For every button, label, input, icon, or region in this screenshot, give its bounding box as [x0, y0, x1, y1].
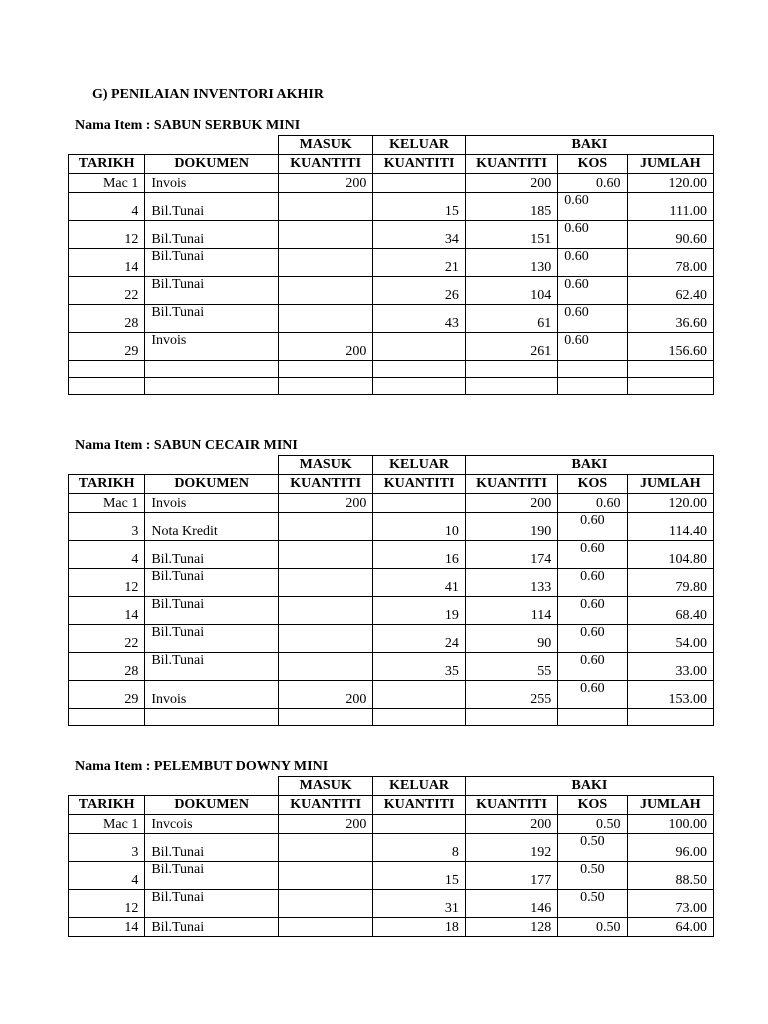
kos-cell: 0.50 — [558, 862, 627, 890]
keluar-qty-cell: 19 — [373, 597, 465, 625]
masuk-qty-cell: 200 — [278, 333, 372, 361]
baki-qty-cell: 200 — [465, 815, 557, 834]
dokumen-cell: Bil.Tunai — [145, 862, 279, 890]
jumlah-cell: 62.40 — [627, 277, 713, 305]
keluar-qty-cell: 41 — [373, 569, 465, 597]
masuk-qty-cell — [278, 918, 372, 937]
table-row — [69, 862, 714, 890]
blank-cell — [278, 709, 372, 726]
blank-cell — [627, 361, 713, 378]
tarikh-cell: 22 — [69, 277, 145, 305]
masuk-qty-cell — [278, 597, 372, 625]
blank-cell — [145, 378, 279, 395]
header-jumlah: JUMLAH — [627, 155, 713, 174]
baki-qty-cell: 130 — [465, 249, 557, 277]
section-title-serbuk: Nama Item : SABUN SERBUK MINI — [75, 118, 301, 133]
blank-cell — [373, 378, 465, 395]
masuk-qty-cell: 200 — [278, 494, 372, 513]
jumlah-cell: 36.60 — [627, 305, 713, 333]
masuk-qty-cell — [278, 569, 372, 597]
section-title-cecair: Nama Item : SABUN CECAIR MINI — [75, 438, 298, 453]
tarikh-cell: 29 — [69, 681, 145, 709]
header-keluar: KELUAR — [373, 777, 465, 796]
table-row — [69, 541, 714, 569]
tarikh-cell: 22 — [69, 625, 145, 653]
tarikh-cell: 14 — [69, 597, 145, 625]
tarikh-cell: 4 — [69, 862, 145, 890]
table-row — [69, 174, 714, 193]
baki-qty-cell: 114 — [465, 597, 557, 625]
blank-cell — [373, 709, 465, 726]
kos-cell: 0.60 — [558, 681, 627, 709]
dokumen-cell: Bil.Tunai — [145, 249, 279, 277]
blank-row — [69, 378, 714, 395]
baki-qty-cell: 146 — [465, 890, 557, 918]
jumlah-cell: 104.80 — [627, 541, 713, 569]
dokumen-cell: Bil.Tunai — [145, 193, 279, 221]
dokumen-cell: Invois — [145, 174, 279, 193]
header-dokumen: DOKUMEN — [145, 155, 279, 174]
kos-cell: 0.60 — [558, 625, 627, 653]
dokumen-cell: Invois — [145, 333, 279, 361]
masuk-qty-cell: 200 — [278, 815, 372, 834]
header-masuk: MASUK — [278, 456, 372, 475]
kos-cell: 0.50 — [558, 890, 627, 918]
dokumen-cell: Bil.Tunai — [145, 653, 279, 681]
kos-cell: 0.60 — [558, 653, 627, 681]
dokumen-cell: Bil.Tunai — [145, 597, 279, 625]
header-masuk: MASUK — [278, 777, 372, 796]
masuk-qty-cell — [278, 541, 372, 569]
keluar-qty-cell — [373, 333, 465, 361]
blank-cell — [465, 378, 557, 395]
baki-qty-cell: 174 — [465, 541, 557, 569]
table-row — [69, 625, 714, 653]
baki-qty-cell: 185 — [465, 193, 557, 221]
baki-qty-cell: 200 — [465, 174, 557, 193]
keluar-qty-cell: 21 — [373, 249, 465, 277]
keluar-qty-cell — [373, 815, 465, 834]
dokumen-cell: Bil.Tunai — [145, 890, 279, 918]
jumlah-cell: 78.00 — [627, 249, 713, 277]
tarikh-cell: 12 — [69, 890, 145, 918]
kos-cell: 0.60 — [558, 569, 627, 597]
tarikh-cell: 3 — [69, 513, 145, 541]
dokumen-cell: Invois — [145, 494, 279, 513]
keluar-qty-cell: 31 — [373, 890, 465, 918]
jumlah-cell: 153.00 — [627, 681, 713, 709]
header-row-columns — [69, 475, 714, 494]
tarikh-cell: Mac 1 — [69, 815, 145, 834]
masuk-qty-cell — [278, 890, 372, 918]
table-row — [69, 815, 714, 834]
kos-cell: 0.60 — [558, 174, 627, 193]
masuk-qty-cell — [278, 834, 372, 862]
header-keluar: KELUAR — [373, 456, 465, 475]
table-row — [69, 221, 714, 249]
tarikh-cell: 14 — [69, 918, 145, 937]
tarikh-cell: 12 — [69, 569, 145, 597]
tarikh-cell: 12 — [69, 221, 145, 249]
keluar-qty-cell — [373, 174, 465, 193]
table-row — [69, 834, 714, 862]
blank-cell — [145, 709, 279, 726]
header-kuantiti-baki: KUANTITI — [465, 155, 557, 174]
baki-qty-cell: 133 — [465, 569, 557, 597]
baki-qty-cell: 177 — [465, 862, 557, 890]
kos-cell: 0.50 — [558, 834, 627, 862]
keluar-qty-cell: 26 — [373, 277, 465, 305]
jumlah-cell: 88.50 — [627, 862, 713, 890]
blank-cell — [627, 709, 713, 726]
kos-cell: 0.60 — [558, 249, 627, 277]
header-row-group — [69, 777, 714, 796]
baki-qty-cell: 128 — [465, 918, 557, 937]
table-row — [69, 653, 714, 681]
tarikh-cell: 14 — [69, 249, 145, 277]
inventory-table-downy — [68, 776, 714, 937]
tarikh-cell: Mac 1 — [69, 494, 145, 513]
header-kuantiti-masuk: KUANTITI — [278, 475, 372, 494]
masuk-qty-cell — [278, 249, 372, 277]
dokumen-cell: Nota Kredit — [145, 513, 279, 541]
table-row — [69, 494, 714, 513]
blank-cell — [69, 361, 145, 378]
inventory-table-serbuk — [68, 135, 714, 395]
kos-cell: 0.50 — [558, 918, 627, 937]
blank-row — [69, 709, 714, 726]
keluar-qty-cell — [373, 494, 465, 513]
header-dokumen: DOKUMEN — [145, 796, 279, 815]
table-row — [69, 569, 714, 597]
blank-cell — [558, 378, 627, 395]
masuk-qty-cell — [278, 277, 372, 305]
baki-qty-cell: 255 — [465, 681, 557, 709]
keluar-qty-cell: 24 — [373, 625, 465, 653]
tarikh-cell: 29 — [69, 333, 145, 361]
blank-cell — [627, 378, 713, 395]
table-row — [69, 890, 714, 918]
header-tarikh: TARIKH — [69, 796, 145, 815]
baki-qty-cell: 55 — [465, 653, 557, 681]
baki-qty-cell: 104 — [465, 277, 557, 305]
blank-row — [69, 361, 714, 378]
header-kuantiti-keluar: KUANTITI — [373, 475, 465, 494]
blank-cell — [558, 361, 627, 378]
jumlah-cell: 111.00 — [627, 193, 713, 221]
jumlah-cell: 73.00 — [627, 890, 713, 918]
header-tarikh: TARIKH — [69, 155, 145, 174]
kos-cell: 0.60 — [558, 305, 627, 333]
kos-cell: 0.60 — [558, 513, 627, 541]
dokumen-cell: Bil.Tunai — [145, 918, 279, 937]
header-row-group — [69, 136, 714, 155]
table-row — [69, 305, 714, 333]
baki-qty-cell: 90 — [465, 625, 557, 653]
header-empty — [69, 136, 279, 155]
dokumen-cell: Bil.Tunai — [145, 221, 279, 249]
jumlah-cell: 90.60 — [627, 221, 713, 249]
keluar-qty-cell: 10 — [373, 513, 465, 541]
section-title-downy: Nama Item : PELEMBUT DOWNY MINI — [75, 759, 329, 774]
dokumen-cell: Bil.Tunai — [145, 569, 279, 597]
tarikh-cell: 28 — [69, 305, 145, 333]
jumlah-cell: 64.00 — [627, 918, 713, 937]
jumlah-cell: 33.00 — [627, 653, 713, 681]
masuk-qty-cell — [278, 862, 372, 890]
kos-cell: 0.60 — [558, 221, 627, 249]
tarikh-cell: 28 — [69, 653, 145, 681]
baki-qty-cell: 190 — [465, 513, 557, 541]
baki-qty-cell: 200 — [465, 494, 557, 513]
jumlah-cell: 79.80 — [627, 569, 713, 597]
masuk-qty-cell — [278, 513, 372, 541]
jumlah-cell: 100.00 — [627, 815, 713, 834]
kos-cell: 0.60 — [558, 541, 627, 569]
masuk-qty-cell: 200 — [278, 681, 372, 709]
masuk-qty-cell: 200 — [278, 174, 372, 193]
kos-cell: 0.50 — [558, 815, 627, 834]
tarikh-cell: 4 — [69, 193, 145, 221]
tarikh-cell: 3 — [69, 834, 145, 862]
masuk-qty-cell — [278, 305, 372, 333]
header-kuantiti-baki: KUANTITI — [465, 475, 557, 494]
masuk-qty-cell — [278, 221, 372, 249]
masuk-qty-cell — [278, 193, 372, 221]
dokumen-cell: Invois — [145, 681, 279, 709]
keluar-qty-cell: 15 — [373, 862, 465, 890]
header-kos: KOS — [558, 475, 627, 494]
table-row — [69, 918, 714, 937]
header-dokumen: DOKUMEN — [145, 475, 279, 494]
blank-cell — [465, 361, 557, 378]
header-kuantiti-keluar: KUANTITI — [373, 796, 465, 815]
header-kuantiti-masuk: KUANTITI — [278, 796, 372, 815]
header-baki: BAKI — [465, 456, 713, 475]
baki-qty-cell: 61 — [465, 305, 557, 333]
tarikh-cell: 4 — [69, 541, 145, 569]
table-row — [69, 513, 714, 541]
keluar-qty-cell — [373, 681, 465, 709]
baki-qty-cell: 261 — [465, 333, 557, 361]
header-jumlah: JUMLAH — [627, 475, 713, 494]
dokumen-cell: Bil.Tunai — [145, 625, 279, 653]
table-row — [69, 681, 714, 709]
table-row — [69, 193, 714, 221]
table-row — [69, 249, 714, 277]
kos-cell: 0.60 — [558, 494, 627, 513]
dokumen-cell: Bil.Tunai — [145, 305, 279, 333]
kos-cell: 0.60 — [558, 333, 627, 361]
header-kuantiti-masuk: KUANTITI — [278, 155, 372, 174]
header-baki: BAKI — [465, 136, 713, 155]
blank-cell — [558, 709, 627, 726]
header-masuk: MASUK — [278, 136, 372, 155]
header-kos: KOS — [558, 155, 627, 174]
blank-cell — [278, 378, 372, 395]
table-row — [69, 597, 714, 625]
header-row-columns — [69, 155, 714, 174]
jumlah-cell: 120.00 — [627, 174, 713, 193]
header-kuantiti-keluar: KUANTITI — [373, 155, 465, 174]
blank-cell — [465, 709, 557, 726]
jumlah-cell: 96.00 — [627, 834, 713, 862]
header-empty — [69, 456, 279, 475]
keluar-qty-cell: 15 — [373, 193, 465, 221]
header-jumlah: JUMLAH — [627, 796, 713, 815]
kos-cell: 0.60 — [558, 193, 627, 221]
dokumen-cell: Bil.Tunai — [145, 834, 279, 862]
keluar-qty-cell: 18 — [373, 918, 465, 937]
masuk-qty-cell — [278, 625, 372, 653]
jumlah-cell: 120.00 — [627, 494, 713, 513]
page-heading: G) PENILAIAN INVENTORI AKHIR — [92, 87, 324, 102]
jumlah-cell: 54.00 — [627, 625, 713, 653]
header-row-columns — [69, 796, 714, 815]
table-row — [69, 277, 714, 305]
keluar-qty-cell: 34 — [373, 221, 465, 249]
inventory-table-cecair — [68, 455, 714, 726]
blank-cell — [373, 361, 465, 378]
kos-cell: 0.60 — [558, 277, 627, 305]
table-row — [69, 333, 714, 361]
dokumen-cell: Invcois — [145, 815, 279, 834]
blank-cell — [69, 709, 145, 726]
keluar-qty-cell: 43 — [373, 305, 465, 333]
kos-cell: 0.60 — [558, 597, 627, 625]
header-kuantiti-baki: KUANTITI — [465, 796, 557, 815]
header-tarikh: TARIKH — [69, 475, 145, 494]
jumlah-cell: 114.40 — [627, 513, 713, 541]
blank-cell — [145, 361, 279, 378]
keluar-qty-cell: 35 — [373, 653, 465, 681]
header-keluar: KELUAR — [373, 136, 465, 155]
dokumen-cell: Bil.Tunai — [145, 277, 279, 305]
jumlah-cell: 156.60 — [627, 333, 713, 361]
tarikh-cell: Mac 1 — [69, 174, 145, 193]
header-kos: KOS — [558, 796, 627, 815]
header-row-group — [69, 456, 714, 475]
keluar-qty-cell: 8 — [373, 834, 465, 862]
baki-qty-cell: 192 — [465, 834, 557, 862]
header-baki: BAKI — [465, 777, 713, 796]
jumlah-cell: 68.40 — [627, 597, 713, 625]
dokumen-cell: Bil.Tunai — [145, 541, 279, 569]
blank-cell — [69, 378, 145, 395]
baki-qty-cell: 151 — [465, 221, 557, 249]
masuk-qty-cell — [278, 653, 372, 681]
blank-cell — [278, 361, 372, 378]
keluar-qty-cell: 16 — [373, 541, 465, 569]
header-empty — [69, 777, 279, 796]
